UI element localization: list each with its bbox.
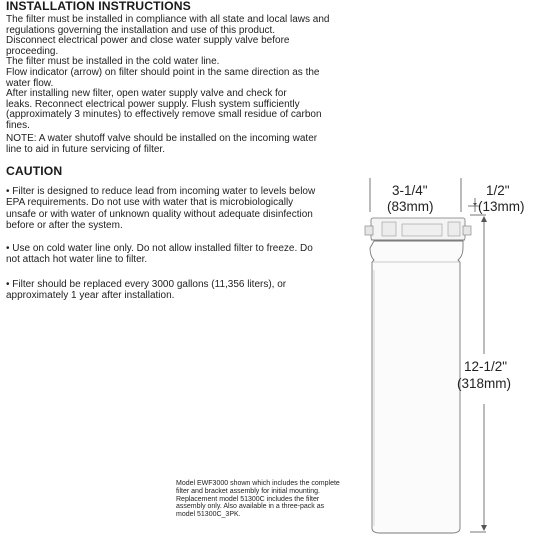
caution-line: • Filter is designed to reduce lead from incoming water to levels below bbox=[6, 186, 316, 197]
width-metric-label: (83mm) bbox=[387, 199, 434, 214]
caution-line: not attach hot water line to filter. bbox=[6, 254, 148, 266]
install-line: fines. bbox=[6, 120, 30, 131]
install-line: Flow indicator (arrow) on filter should point in the same direction as the bbox=[6, 67, 320, 78]
caption-line: model 51300C_3PK. bbox=[176, 511, 241, 519]
install-line: line to aid in future servicing of filter. bbox=[6, 144, 165, 155]
install-line: water flow. bbox=[6, 77, 54, 89]
install-line: After installing new filter, open water supply valve and check for bbox=[6, 88, 287, 100]
caption-line: Model EWF3000 shown which includes the complete bbox=[176, 480, 340, 487]
install-line: NOTE: A water shutoff valve should be installed on the incoming water bbox=[6, 133, 318, 144]
install-line: Disconnect electrical power and close water supply valve before bbox=[6, 35, 290, 47]
width-imperial-label: 3-1/4" bbox=[392, 183, 428, 198]
install-line: leaks. Reconnect electrical power supply. Flush system sufficiently bbox=[6, 98, 300, 110]
install-line: regulations governing the installation and use of this product. bbox=[6, 24, 276, 36]
caption-line: Replacement model 51300C includes the filter bbox=[176, 495, 320, 503]
install-line: The filter must be installed in compliance with all state and local laws and bbox=[6, 14, 330, 25]
depth-metric-label: (13mm) bbox=[478, 199, 525, 214]
install-line: (approximately 3 minutes) to effectively remove small residue of carbon bbox=[6, 109, 322, 121]
caution-line: • Use on cold water line only. Do not allow installed filter to freeze. Do bbox=[6, 243, 313, 254]
install-line: proceeding. bbox=[6, 45, 59, 57]
caution-line: • Filter should be replaced every 3000 gallons (11,356 liters), or bbox=[6, 279, 287, 290]
height-imperial-label: 12-1/2" bbox=[464, 359, 508, 374]
height-metric-label: (318mm) bbox=[457, 376, 512, 391]
filter-head-bracket bbox=[365, 218, 471, 240]
install-line: The filter must be installed in the cold water line. bbox=[6, 56, 220, 68]
model-caption bbox=[176, 480, 340, 519]
caution-line: unsafe or with water of unknown quality without adequate disinfection bbox=[6, 208, 313, 220]
caution-heading: CAUTION bbox=[6, 164, 63, 178]
depth-imperial-label: 1/2" bbox=[486, 183, 510, 198]
caution-line: approximately 1 year after installation. bbox=[6, 290, 175, 302]
caution-line: EPA requirements. Do not use with water that is microbiologically bbox=[6, 197, 294, 209]
caution-line: before or after the system. bbox=[6, 220, 123, 232]
installation-heading: INSTALLATION INSTRUCTIONS bbox=[6, 0, 191, 13]
filter-cartridge bbox=[370, 241, 463, 533]
caption-line: filter and bracket assembly for initial mounting. bbox=[176, 487, 320, 495]
caption-line: assembly only. Also available in a three-pack as bbox=[176, 503, 325, 511]
